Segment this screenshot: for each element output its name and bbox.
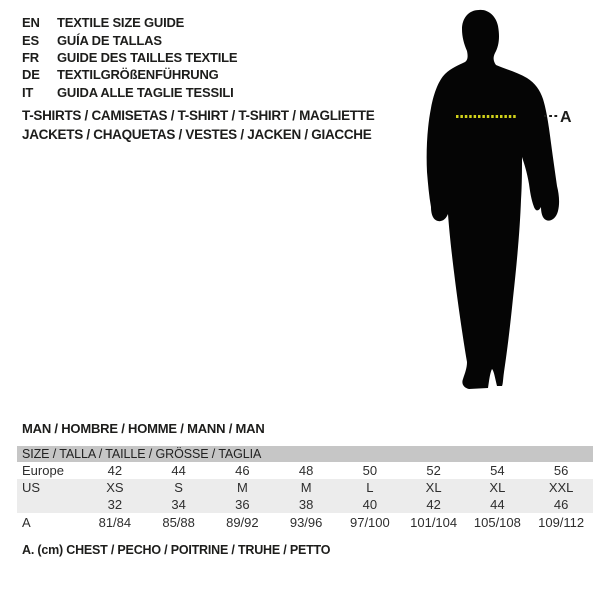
table-cell: M bbox=[236, 480, 248, 495]
table-cell: 109/112 bbox=[538, 515, 585, 530]
table-cell: 40 bbox=[362, 497, 378, 512]
section-title-man: MAN / HOMBRE / HOMME / MANN / MAN bbox=[22, 421, 265, 436]
table-cell: 50 bbox=[362, 463, 378, 478]
table-cell: 48 bbox=[298, 463, 314, 478]
language-code-en: EN bbox=[22, 15, 40, 31]
size-table-header: SIZE / TALLA / TAILLE / GRÖSSE / TAGLIA bbox=[17, 446, 593, 462]
table-cell: 32 bbox=[107, 497, 123, 512]
table-cell: 85/88 bbox=[162, 515, 195, 530]
table-cell: 54 bbox=[490, 463, 505, 478]
size-row-us bbox=[17, 479, 593, 496]
row-label-us: US bbox=[22, 480, 41, 495]
language-title-fr: GUIDE DES TAILLES TEXTILE bbox=[57, 49, 238, 65]
size-row-numeric bbox=[17, 496, 593, 513]
table-cell: 89/92 bbox=[226, 515, 259, 530]
table-cell: 42 bbox=[426, 497, 441, 512]
language-title-es: GUÍA DE TALLAS bbox=[57, 32, 162, 48]
language-row-fr bbox=[22, 49, 237, 66]
row-label-a: A bbox=[22, 515, 31, 530]
table-cell: S bbox=[174, 480, 183, 495]
table-cell: 44 bbox=[490, 497, 505, 512]
table-cell: 38 bbox=[298, 497, 314, 512]
language-code-es: ES bbox=[22, 32, 39, 48]
measure-label-a: A bbox=[560, 109, 572, 126]
table-cell: M bbox=[300, 480, 312, 495]
size-table bbox=[17, 446, 593, 532]
language-code-it: IT bbox=[22, 84, 34, 100]
table-cell: 101/104 bbox=[410, 515, 458, 530]
size-row-europe bbox=[17, 462, 593, 479]
table-cell: 97/100 bbox=[349, 515, 390, 530]
category-line-jackets: JACKETS / CHAQUETAS / VESTES / JACKEN / GIACCHE bbox=[22, 127, 372, 142]
table-cell: XL bbox=[489, 480, 506, 495]
table-cell: 81/84 bbox=[98, 515, 132, 530]
table-cell: XXL bbox=[548, 480, 574, 495]
language-row-es bbox=[22, 31, 237, 48]
language-row-it bbox=[22, 84, 237, 101]
table-cell: 44 bbox=[171, 463, 186, 478]
table-cell: 36 bbox=[235, 497, 250, 512]
language-row-de bbox=[22, 66, 237, 83]
language-title-en: TEXTILE SIZE GUIDE bbox=[57, 15, 185, 31]
table-cell: 56 bbox=[553, 463, 569, 478]
row-label-europe: Europe bbox=[22, 463, 64, 478]
table-cell: 46 bbox=[235, 463, 250, 478]
table-cell: XS bbox=[106, 480, 124, 495]
table-cell: 93/96 bbox=[289, 515, 323, 530]
measurement-footnote: A. (cm) CHEST / PECHO / POITRINE / TRUHE / PETTO bbox=[22, 543, 331, 557]
table-cell: 52 bbox=[426, 463, 441, 478]
language-row-en bbox=[22, 14, 237, 31]
table-cell: 34 bbox=[171, 497, 186, 512]
table-cell: 105/108 bbox=[473, 515, 521, 530]
man-silhouette bbox=[427, 10, 559, 389]
size-row-chest-a bbox=[17, 513, 593, 532]
table-cell: XL bbox=[425, 480, 442, 495]
table-cell: 46 bbox=[553, 497, 569, 512]
product-categories bbox=[22, 106, 374, 144]
language-title-list bbox=[22, 14, 237, 101]
category-line-tshirts: T-SHIRTS / CAMISETAS / T-SHIRT / T-SHIRT / MAGLIETTE bbox=[22, 108, 375, 123]
language-title-de: TEXTILGRÖßENFÜHRUNG bbox=[57, 67, 219, 83]
language-code-de: DE bbox=[22, 67, 40, 83]
language-title-it: GUIDA ALLE TAGLIE TESSILI bbox=[57, 84, 234, 100]
table-cell: 42 bbox=[107, 463, 123, 478]
language-code-fr: FR bbox=[22, 49, 39, 65]
table-cell: L bbox=[366, 480, 374, 495]
man-silhouette-figure bbox=[405, 0, 590, 400]
